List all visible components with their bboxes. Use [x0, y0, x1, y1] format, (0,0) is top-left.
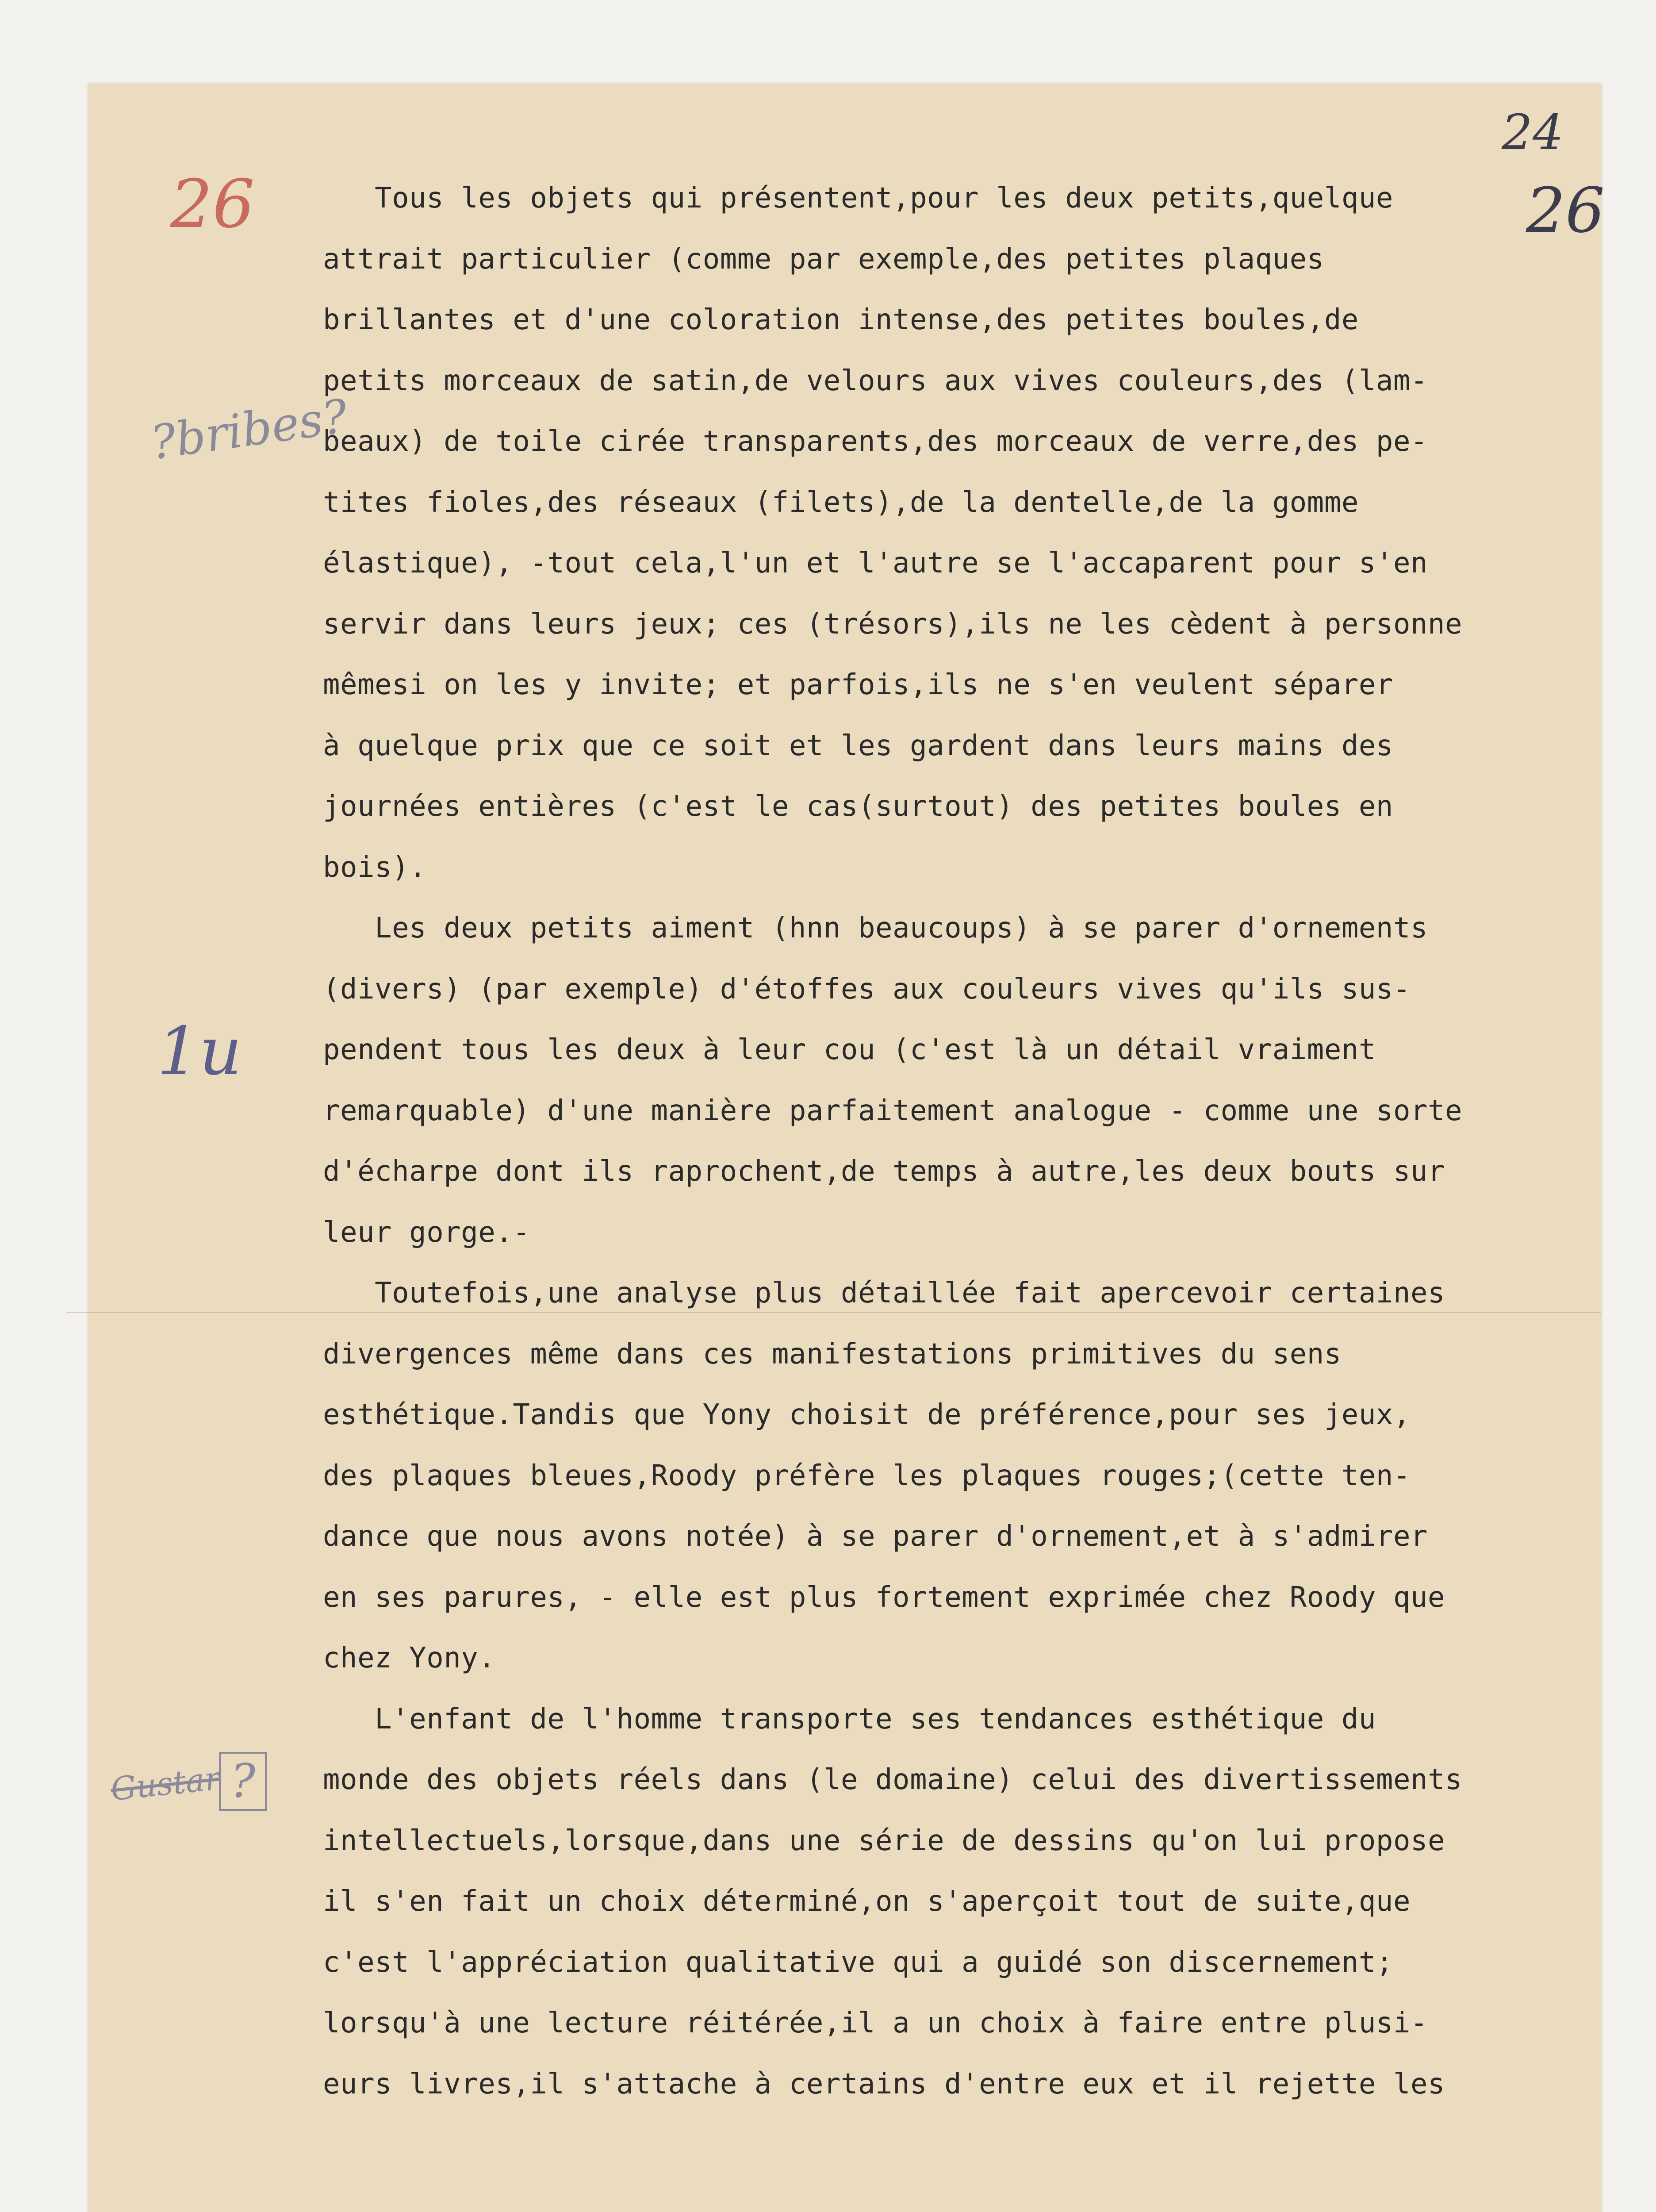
- page-number-small: 24: [1502, 104, 1564, 161]
- margin-page-number: 26: [170, 166, 255, 243]
- text-line: chez Yony.: [323, 1642, 496, 1674]
- text-line: remarquable) d'une manière parfaitement analogue - comme une sorte: [323, 1094, 1463, 1127]
- text-line: élastique), -tout cela,l'un et l'autre se l'accaparent pour s'en: [323, 547, 1428, 580]
- text-line: divergences même dans ces manifestations primitives du sens: [323, 1337, 1342, 1371]
- text-line: journées entières (c'est le cas(surtout) des petites boules en: [323, 790, 1393, 823]
- text-line: brillantes et d'une coloration intense,des petites boules,de: [323, 303, 1359, 336]
- text-line: d'écharpe dont ils raprochent,de temps à autre,les deux bouts sur: [323, 1155, 1445, 1188]
- text-line: esthétique.Tandis que Yony choisit de préférence,pour ses jeux,: [323, 1398, 1411, 1431]
- text-line: (divers) (par exemple) d'étoffes aux couleurs vives qu'ils sus-: [323, 972, 1411, 1006]
- text-line: attrait particulier (comme par exemple,des petites plaques: [323, 242, 1324, 276]
- text-line: eurs livres,il s'attache à certains d'entre eux et il rejette les: [323, 2067, 1445, 2101]
- text-line: L'enfant de l'homme transporte ses tendances esthétique du: [323, 1702, 1376, 1736]
- text-line: des plaques bleues,Roody préfère les plaques rouges;(cette ten-: [323, 1459, 1411, 1492]
- page-number-main: 26: [1526, 175, 1605, 247]
- margin-mark: 1u: [157, 1013, 242, 1090]
- text-line: dance que nous avons notée) à se parer d'ornement,et à s'admirer: [323, 1520, 1428, 1553]
- typewritten-text-block: [323, 168, 1614, 2115]
- text-line: intellectuels,lorsque,dans une série de dessins qu'on lui propose: [323, 1824, 1445, 1857]
- text-line: pendent tous les deux à leur cou (c'est là un détail vraiment: [323, 1033, 1376, 1066]
- margin-boxed-query: ?: [219, 1752, 267, 1811]
- text-line: monde des objets réels dans (le domaine) celui des divertissements: [323, 1763, 1463, 1796]
- text-line: lorsqu'à une lecture réitérée,il a un choix à faire entre plusi-: [323, 2007, 1428, 2039]
- text-line: Toutefois,une analyse plus détaillée fait apercevoir certaines: [323, 1277, 1445, 1310]
- margin-query-note: ?bribes?: [147, 389, 351, 470]
- text-line: il s'en fait un choix déterminé,on s'aperçoit tout de suite,que: [323, 1885, 1411, 1918]
- text-line: bois).: [323, 851, 427, 884]
- text-line: c'est l'appréciation qualitative qui a guidé son discernement;: [323, 1946, 1393, 1979]
- text-line: en ses parures, - elle est plus fortement exprimée chez Roody que: [323, 1581, 1445, 1614]
- text-line: Les deux petits aiment (hnn beaucoups) à se parer d'ornements: [323, 912, 1428, 945]
- text-line: mêmesi on les y invite; et parfois,ils ne s'en veulent séparer: [323, 668, 1393, 701]
- text-line: servir dans leurs jeux; ces (trésors),ils ne les cèdent à personne: [323, 607, 1463, 641]
- text-line: à quelque prix que ce soit et les gardent dans leurs mains des: [323, 729, 1393, 762]
- text-line: petits morceaux de satin,de velours aux vives couleurs,des (lam-: [323, 364, 1428, 397]
- text-line: Tous les objets qui présentent,pour les deux petits,quelque: [323, 182, 1393, 215]
- margin-cancelled-note: Gustar: [109, 1759, 222, 1808]
- text-line: leur gorge.-: [323, 1216, 530, 1249]
- text-line: tites fioles,des réseaux (filets),de la dentelle,de la gomme: [323, 486, 1359, 519]
- text-line: beaux) de toile cirée transparents,des morceaux de verre,des pe-: [323, 425, 1428, 458]
